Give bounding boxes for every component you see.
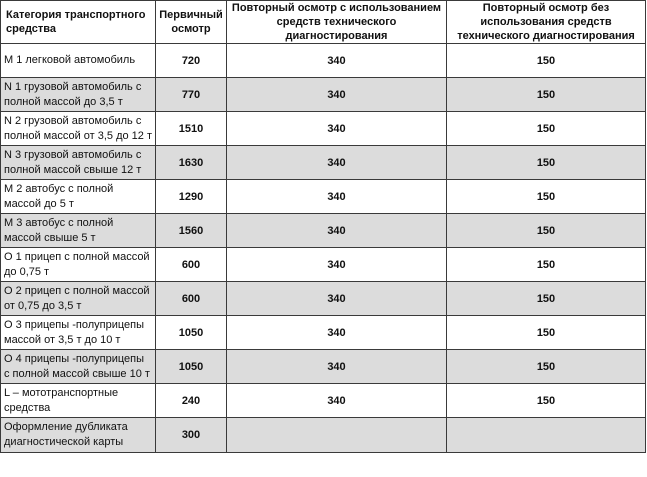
category-cell: О 2 прицеп с полной массой от 0,75 до 3,5 т [1, 282, 156, 316]
category-cell: N 2 грузовой автомобиль с полной массой от 3,5 до 12 т [1, 112, 156, 146]
repeat-without-diagnostics-price-cell: 150 [447, 316, 646, 350]
repeat-without-diagnostics-price-cell: 150 [447, 214, 646, 248]
repeat-without-diagnostics-price-cell: 150 [447, 112, 646, 146]
repeat-without-diagnostics-price-cell: 150 [447, 180, 646, 214]
category-cell: L – мототранспортные средства [1, 384, 156, 418]
table-row [1, 214, 646, 248]
repeat-with-diagnostics-price-cell: 340 [227, 44, 447, 78]
primary-price-cell: 1290 [156, 180, 227, 214]
category-cell: О 4 прицепы -полуприцепы с полной массой свыше 10 т [1, 350, 156, 384]
repeat-with-diagnostics-price-cell: 340 [227, 180, 447, 214]
repeat-with-diagnostics-price-cell [227, 418, 447, 453]
primary-price-cell: 600 [156, 248, 227, 282]
table-header [1, 1, 646, 44]
primary-price-cell: 1050 [156, 316, 227, 350]
repeat-without-diagnostics-price-cell: 150 [447, 146, 646, 180]
table-body [1, 44, 646, 453]
table-row [1, 180, 646, 214]
table-row [1, 44, 646, 78]
repeat-with-diagnostics-price-cell: 340 [227, 146, 447, 180]
header-repeat-without-diagnostics: Повторный осмотр без использования средств технического диагностирования [447, 1, 646, 44]
category-cell: М 1 легковой автомобиль [1, 44, 156, 78]
table-row [1, 112, 646, 146]
table-row [1, 146, 646, 180]
repeat-with-diagnostics-price-cell: 340 [227, 282, 447, 316]
primary-price-cell: 1560 [156, 214, 227, 248]
repeat-without-diagnostics-price-cell: 150 [447, 384, 646, 418]
primary-price-cell: 770 [156, 78, 227, 112]
primary-price-cell: 600 [156, 282, 227, 316]
primary-price-cell: 300 [156, 418, 227, 453]
repeat-with-diagnostics-price-cell: 340 [227, 78, 447, 112]
table-row [1, 248, 646, 282]
repeat-without-diagnostics-price-cell: 150 [447, 44, 646, 78]
category-cell: О 3 прицепы -полуприцепы массой от 3,5 т до 10 т [1, 316, 156, 350]
primary-price-cell: 1050 [156, 350, 227, 384]
repeat-with-diagnostics-price-cell: 340 [227, 248, 447, 282]
repeat-with-diagnostics-price-cell: 340 [227, 112, 447, 146]
repeat-with-diagnostics-price-cell: 340 [227, 350, 447, 384]
repeat-with-diagnostics-price-cell: 340 [227, 214, 447, 248]
header-row [1, 1, 646, 44]
category-cell: М 2 автобус с полной массой до 5 т [1, 180, 156, 214]
repeat-without-diagnostics-price-cell: 150 [447, 248, 646, 282]
table-row [1, 316, 646, 350]
category-cell: О 1 прицеп с полной массой до 0,75 т [1, 248, 156, 282]
header-category: Категория транспортного средства [1, 1, 156, 44]
repeat-without-diagnostics-price-cell [447, 418, 646, 453]
header-primary-inspection: Первичный осмотр [156, 1, 227, 44]
primary-price-cell: 1510 [156, 112, 227, 146]
category-cell: N 1 грузовой автомобиль с полной массой до 3,5 т [1, 78, 156, 112]
category-cell: М 3 автобус с полной массой свыше 5 т [1, 214, 156, 248]
primary-price-cell: 1630 [156, 146, 227, 180]
table-row [1, 282, 646, 316]
repeat-without-diagnostics-price-cell: 150 [447, 282, 646, 316]
table-row [1, 78, 646, 112]
table-row [1, 350, 646, 384]
primary-price-cell: 720 [156, 44, 227, 78]
table-row [1, 384, 646, 418]
repeat-without-diagnostics-price-cell: 150 [447, 78, 646, 112]
repeat-without-diagnostics-price-cell: 150 [447, 350, 646, 384]
category-cell: Оформление дубликата диагностической карты [1, 418, 156, 453]
header-repeat-with-diagnostics: Повторный осмотр с использованием средств технического диагностирования [227, 1, 447, 44]
repeat-with-diagnostics-price-cell: 340 [227, 384, 447, 418]
table-row [1, 418, 646, 453]
category-cell: N 3 грузовой автомобиль с полной массой свыше 12 т [1, 146, 156, 180]
primary-price-cell: 240 [156, 384, 227, 418]
repeat-with-diagnostics-price-cell: 340 [227, 316, 447, 350]
